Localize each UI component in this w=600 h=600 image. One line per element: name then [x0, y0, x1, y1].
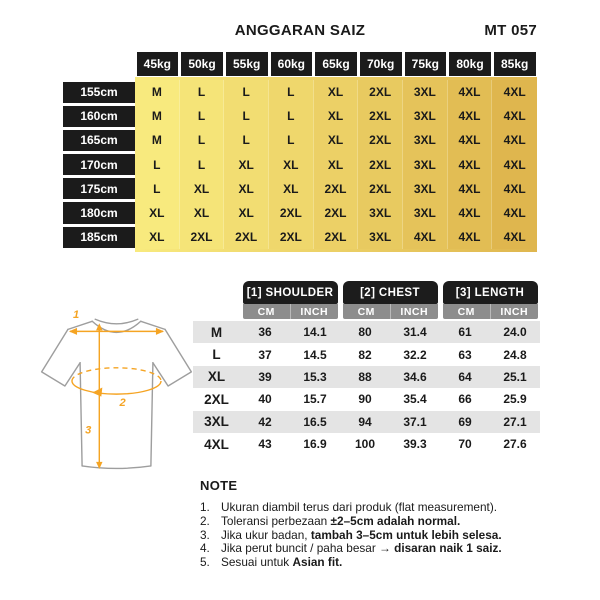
note-item-number: 5.	[200, 555, 210, 570]
size-cell: 4XL	[492, 128, 537, 152]
note-text-segment: Jika perut buncit / paha besar →	[221, 541, 395, 556]
page-title: ANGGARAN SAIZ	[234, 22, 366, 39]
size-cell: XL	[314, 80, 359, 104]
note-text-segment: ±2–5cm adalah normal.	[330, 513, 461, 528]
matrix-row	[63, 177, 537, 201]
size-matrix-body	[63, 77, 537, 252]
size-cell: 2XL	[314, 177, 359, 201]
tshirt-diagram	[38, 298, 196, 472]
measure-value: 24.0	[503, 325, 527, 340]
measure-value: 27.1	[503, 414, 527, 429]
weight-header: 85kg	[494, 52, 536, 76]
size-cell: 4XL	[492, 177, 537, 201]
size-cell: 2XL	[358, 153, 403, 177]
note-item	[200, 501, 560, 514]
measure-value: 42	[258, 414, 272, 429]
spacer	[193, 304, 240, 319]
note-section	[200, 478, 560, 570]
measure-value: 70	[458, 437, 472, 452]
note-item-text	[214, 542, 502, 555]
measure-value: 27.6	[503, 437, 527, 452]
height-label: 185cm	[63, 227, 135, 248]
size-cell: 2XL	[358, 128, 403, 152]
measure-value: 80	[358, 325, 372, 340]
size-cell: 4XL	[448, 225, 493, 249]
measure-value: 24.8	[503, 347, 527, 362]
size-cell: 3XL	[403, 177, 448, 201]
measure-value: 14.1	[303, 325, 327, 340]
note-text-segment: Toleransi perbezaan	[221, 513, 331, 528]
note-item	[200, 515, 560, 528]
matrix-row	[63, 153, 537, 177]
height-label: 170cm	[63, 154, 135, 175]
size-cell: 3XL	[403, 104, 448, 128]
measure-value: 34.6	[403, 369, 427, 384]
product-code: MT 057	[484, 22, 537, 39]
measure-value: 32.2	[403, 347, 427, 362]
size-cell: M	[135, 80, 180, 104]
size-cell: 4XL	[492, 153, 537, 177]
size-cell: L	[180, 80, 225, 104]
measure-value: 82	[358, 347, 372, 362]
weight-header: 70kg	[360, 52, 402, 76]
size-cell: 3XL	[358, 201, 403, 225]
note-text-segment: Asian fit.	[292, 555, 343, 570]
weight-header: 65kg	[315, 52, 357, 76]
size-cell: XL	[224, 177, 269, 201]
weight-header: 55kg	[226, 52, 268, 76]
size-cell: 4XL	[448, 80, 493, 104]
measure-value: 61	[458, 325, 472, 340]
size-cell: L	[180, 104, 225, 128]
size-label: M	[210, 324, 223, 340]
tshirt-diagram-svg	[38, 298, 196, 472]
unit-header: INCH	[390, 304, 438, 319]
size-cell: XL	[269, 177, 314, 201]
size-cell: XL	[180, 201, 225, 225]
note-item-number: 4.	[200, 541, 210, 556]
measurement-row	[193, 321, 540, 343]
measure-value: 16.5	[303, 414, 327, 429]
unit-header: INCH	[290, 304, 338, 319]
measure-value: 15.3	[303, 369, 327, 384]
measure-group-header: [3] LENGTH	[443, 281, 538, 304]
size-cell: L	[135, 177, 180, 201]
shoulder-arrow	[69, 328, 164, 335]
measure-value: 36	[258, 325, 272, 340]
size-cell: 4XL	[492, 80, 537, 104]
note-text-segment: Jika ukur badan,	[221, 527, 311, 542]
measure-value: 90	[358, 392, 372, 407]
size-cell: 4XL	[492, 201, 537, 225]
measure-value: 14.5	[303, 347, 327, 362]
size-cell: L	[269, 128, 314, 152]
measure-value: 64	[458, 369, 472, 384]
size-cell: 2XL	[269, 225, 314, 249]
size-cell: 3XL	[403, 153, 448, 177]
size-cell: 4XL	[448, 104, 493, 128]
size-cell: L	[269, 80, 314, 104]
size-cell: XL	[135, 201, 180, 225]
note-item-number: 3.	[200, 527, 210, 542]
size-cell: 2XL	[314, 201, 359, 225]
height-label: 175cm	[63, 178, 135, 199]
unit-header: CM	[243, 304, 291, 319]
size-cell: 3XL	[403, 80, 448, 104]
height-label: 180cm	[63, 202, 135, 223]
size-cell: 2XL	[358, 80, 403, 104]
size-cell: XL	[180, 177, 225, 201]
size-cell: L	[180, 128, 225, 152]
measurement-row	[193, 433, 540, 455]
note-item	[200, 529, 560, 542]
height-label: 165cm	[63, 130, 135, 151]
measure-value: 16.9	[303, 437, 327, 452]
size-matrix-weight-header-row	[63, 52, 537, 76]
weight-header: 60kg	[271, 52, 313, 76]
measure-value: 31.4	[403, 325, 427, 340]
measure-value: 39.3	[403, 437, 427, 452]
size-cell: XL	[224, 153, 269, 177]
size-label: XL	[207, 369, 226, 385]
height-label: 155cm	[63, 82, 135, 103]
size-cell: 4XL	[448, 201, 493, 225]
note-text-segment: Ukuran diambil terus dari produk (flat measurement).	[221, 500, 498, 514]
measure-value: 43	[258, 437, 272, 452]
size-cell: XL	[314, 128, 359, 152]
size-cell: 3XL	[403, 201, 448, 225]
measure-group-header: [1] SHOULDER	[243, 281, 338, 304]
note-text-segment: disaran naik 1 saiz.	[394, 541, 502, 556]
measure-value: 63	[458, 347, 472, 362]
measure-value: 40	[258, 392, 272, 407]
size-cell: 4XL	[403, 225, 448, 249]
weight-header: 50kg	[181, 52, 223, 76]
size-label: 3XL	[204, 414, 229, 430]
size-cell: 2XL	[358, 177, 403, 201]
measurement-table-body	[193, 321, 540, 455]
size-cell: 2XL	[314, 225, 359, 249]
note-item-text	[214, 501, 497, 514]
size-cell: XL	[314, 104, 359, 128]
measure-value: 37.1	[403, 414, 427, 429]
measurement-group-header-row	[193, 281, 540, 304]
marker-label-3: 3	[85, 424, 92, 437]
matrix-row	[63, 104, 537, 128]
matrix-row	[63, 225, 537, 249]
measure-value: 25.9	[503, 392, 527, 407]
size-cell: 4XL	[448, 177, 493, 201]
note-item-number: 1.	[200, 500, 210, 514]
unit-header: CM	[343, 304, 391, 319]
measure-value: 37	[258, 347, 272, 362]
measure-value: 69	[458, 414, 472, 429]
size-cell: 2XL	[180, 225, 225, 249]
size-cell: 4XL	[492, 225, 537, 249]
size-label: 4XL	[204, 436, 229, 452]
weight-header: 80kg	[449, 52, 491, 76]
spacer	[193, 281, 240, 304]
measurement-row	[193, 411, 540, 433]
note-heading: NOTE	[200, 478, 238, 493]
size-cell: 2XL	[224, 225, 269, 249]
measure-value: 25.1	[503, 369, 527, 384]
size-cell: 2XL	[269, 201, 314, 225]
size-cell: 4XL	[448, 153, 493, 177]
length-arrow	[96, 323, 102, 469]
measure-group-header: [2] CHEST	[343, 281, 438, 304]
matrix-corner-spacer	[63, 52, 135, 76]
unit-header: INCH	[490, 304, 538, 319]
size-cell: M	[135, 104, 180, 128]
size-cell: 2XL	[358, 104, 403, 128]
measure-value: 88	[358, 369, 372, 384]
weight-header: 45kg	[137, 52, 179, 76]
size-cell: XL	[314, 153, 359, 177]
size-cell: 4XL	[492, 104, 537, 128]
weight-header: 75kg	[405, 52, 447, 76]
measure-value: 39	[258, 369, 272, 384]
measurement-row	[193, 343, 540, 365]
size-cell: L	[180, 153, 225, 177]
note-list	[200, 501, 560, 570]
measure-value: 35.4	[403, 392, 427, 407]
size-cell: L	[224, 80, 269, 104]
note-item-text	[214, 556, 342, 569]
size-cell: L	[224, 128, 269, 152]
size-cell: 4XL	[448, 128, 493, 152]
matrix-row	[63, 128, 537, 152]
size-cell: XL	[224, 201, 269, 225]
measurement-row	[193, 388, 540, 410]
measurement-marks	[69, 309, 164, 469]
size-cell: L	[224, 104, 269, 128]
size-cell: XL	[135, 225, 180, 249]
size-cell: 3XL	[403, 128, 448, 152]
measure-value: 15.7	[303, 392, 327, 407]
matrix-row	[63, 201, 537, 225]
note-text-segment: Sesuai untuk	[221, 555, 293, 570]
note-item-text	[214, 515, 460, 528]
unit-header: CM	[443, 304, 491, 319]
chest-ellipse	[72, 368, 161, 397]
measure-value: 66	[458, 392, 472, 407]
measure-value: 100	[354, 437, 376, 452]
note-text-segment: tambah 3–5cm untuk lebih selesa.	[310, 527, 502, 542]
size-label: 2XL	[204, 391, 229, 407]
note-item-text	[214, 529, 502, 542]
matrix-row	[63, 80, 537, 104]
note-item	[200, 556, 560, 569]
note-item	[200, 542, 560, 555]
size-cell: 3XL	[358, 225, 403, 249]
marker-label-1: 1	[72, 309, 80, 322]
unit-header-row	[193, 304, 540, 319]
measure-value: 94	[358, 414, 372, 429]
size-cell: XL	[269, 153, 314, 177]
size-cell: L	[269, 104, 314, 128]
size-label: L	[212, 347, 221, 363]
measurement-row	[193, 366, 540, 388]
measurement-table	[193, 281, 540, 455]
marker-label-2: 2	[119, 397, 126, 410]
size-cell: M	[135, 128, 180, 152]
size-cell: L	[135, 153, 180, 177]
height-label: 160cm	[63, 106, 135, 127]
note-item-number: 2.	[200, 513, 210, 528]
size-matrix	[63, 52, 537, 252]
